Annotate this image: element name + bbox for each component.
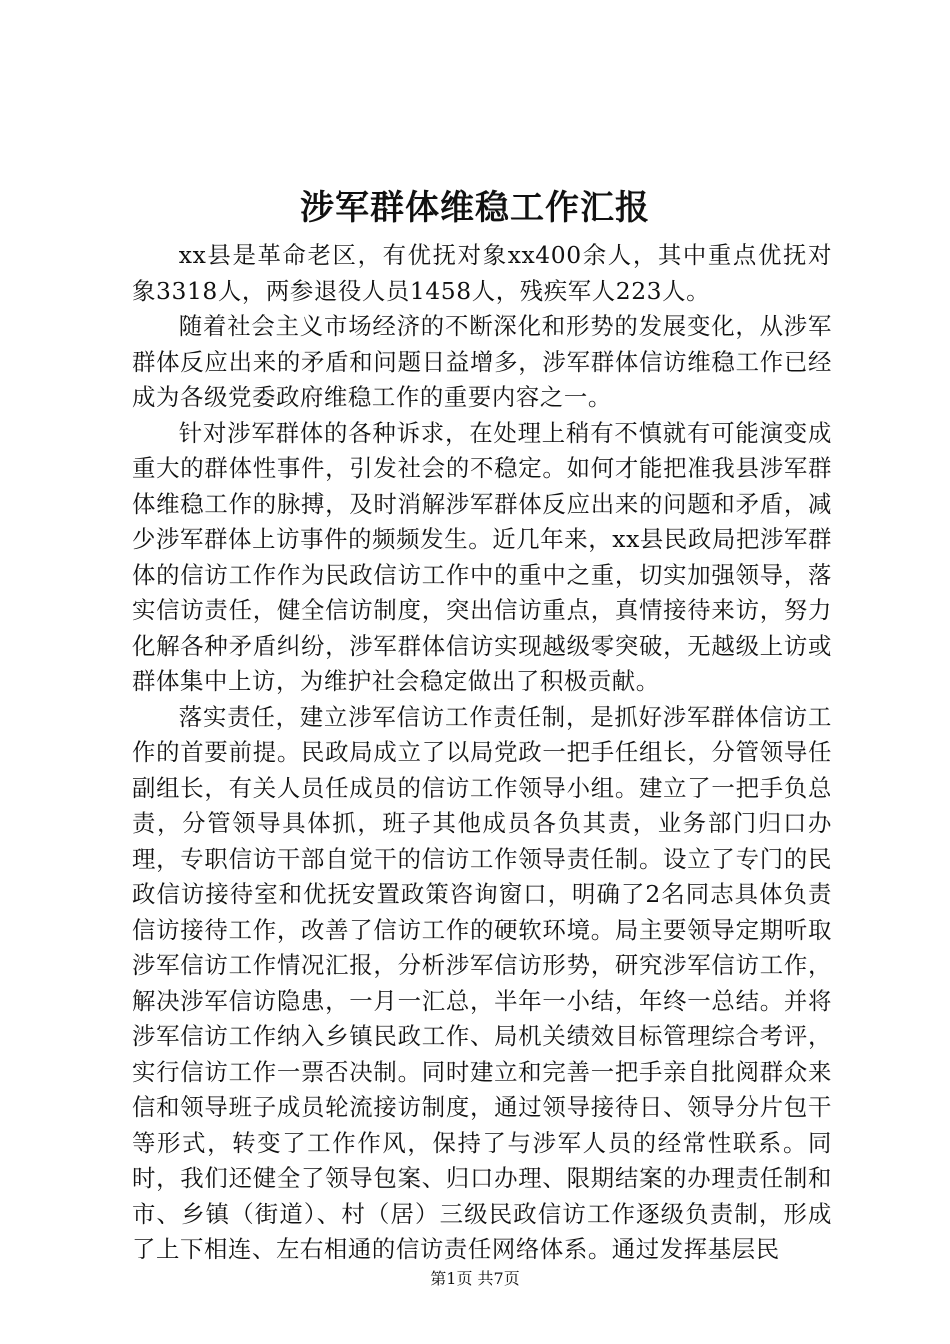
paragraph-1: xx县是革命老区，有优抚对象xx400余人，其中重点优抚对象3318人，两参退役人员1458人，残疾军人223人。: [132, 241, 832, 305]
paragraph-3: 针对涉军群体的各种诉求，在处理上稍有不慎就有可能演变成重大的群体性事件，引发社会的不稳定。如何才能把准我县涉军群体维稳工作的脉搏，及时消解涉军群体反应出来的问题和矛盾，减少涉军群体上访事件的频频发生。近几年来，xx县民政局把涉军群体的信访工作作为民政信访工作中的重中之重，切实加强领导，落实信访责任，健全信访制度，突出信访重点，真情接待来访，努力化解各种矛盾纠纷，涉军群体信访实现越级零突破，无越级上访或群体集中上访，为维护社会稳定做出了积极贡献。: [132, 418, 832, 695]
document-title: 涉军群体维稳工作汇报: [300, 188, 650, 228]
document-body: [132, 238, 832, 1268]
paragraph-2: 随着社会主义市场经济的不断深化和形势的发展变化，从涉军群体反应出来的矛盾和问题日益增多，涉军群体信访维稳工作已经成为各级党委政府维稳工作的重要内容之一。: [132, 312, 832, 411]
page-footer: 第1页 共7页: [430, 1269, 520, 1288]
paragraph-4: 落实责任，建立涉军信访工作责任制，是抓好涉军群体信访工作的首要前提。民政局成立了以局党政一把手任组长，分管领导任副组长，有关人员任成员的信访工作领导小组。建立了一把手负总责，分管领导具体抓，班子其他成员各负其责，业务部门归口办理，专职信访干部自觉干的信访工作领导责任制。设立了专门的民政信访接待室和优抚安置政策咨询窗口，明确了2名同志具体负责信访接待工作，改善了信访工作的硬软环境。局主要领导定期听取涉军信访工作情况汇报，分析涉军信访形势，研究涉军信访工作，解决涉军信访隐患，一月一汇总，半年一小结，年终一总结。并将涉军信访工作纳入乡镇民政工作、局机关绩效目标管理综合考评，实行信访工作一票否决制。同时建立和完善一把手亲自批阅群众来信和领导班子成员轮流接访制度，通过领导接待日、领导分片包干等形式，转变了工作作风，保持了与涉军人员的经常性联系。同时，我们还健全了领导包案、归口办理、限期结案的办理责任制和市、乡镇（街道）、村（居）三级民政信访工作逐级负责制，形成了上下相连、左右相通的信访责任网络体系。通过发挥基层民: [132, 702, 832, 1263]
